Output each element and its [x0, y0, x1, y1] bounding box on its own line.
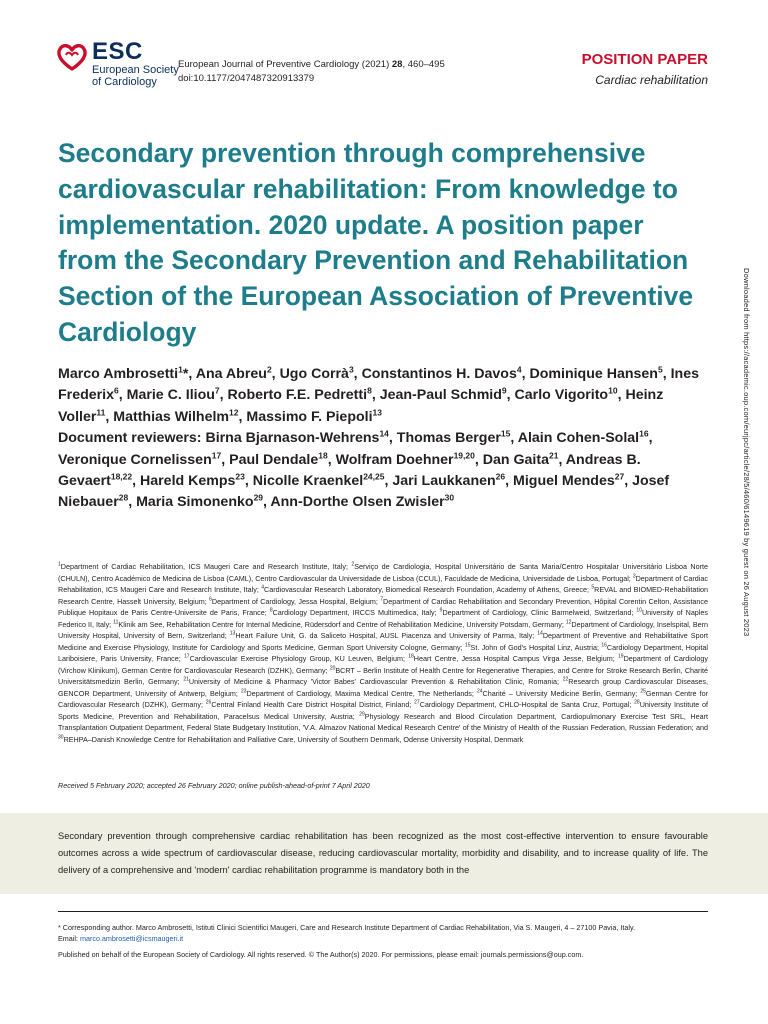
- affiliation-text: Department of Cardiology, Jessa Hospital, Belgium;: [211, 596, 381, 606]
- author-affiliation-number: 5: [657, 364, 663, 375]
- affiliation-number: 11: [113, 619, 119, 626]
- esc-heart-logo-icon: [56, 41, 88, 73]
- reviewer-separator: ,: [624, 473, 633, 490]
- reviewer: [140, 473, 253, 489]
- author-separator: ,: [506, 387, 515, 404]
- reviewer-separator: ,: [510, 430, 518, 447]
- affiliation-text: Klinik am See, Rehabilitation Centre for Internal Medicine, Rüdersdorf and Centre of Rehabilitation Medicine, University Potsdam, Germany;: [118, 619, 566, 629]
- reviewer-affiliation-number: 15: [500, 428, 511, 439]
- affiliation-number: 30: [58, 734, 64, 741]
- affiliation-text: Department of Cardiology, Inselspital, Bern University Hospital, University of Bern, Switzerland;: [58, 619, 708, 640]
- reviewer-name: Miguel Mendes: [513, 473, 615, 490]
- affiliation-number: 5: [591, 584, 595, 591]
- affiliation: [230, 631, 537, 640]
- affiliation-number: 24: [476, 688, 483, 695]
- author-separator: ,: [617, 387, 626, 404]
- author-name: Ines Frederix: [58, 366, 699, 404]
- journal-citation: [178, 58, 445, 86]
- affiliation: [209, 597, 380, 606]
- affiliation-text: REHPA–Danish Knowledge Centre for Rehabilitation and Palliative Care, University of Southern Denmark, Odense University Hospital, Denmark: [63, 734, 524, 744]
- section-subtitle: Cardiac rehabilitation: [595, 73, 708, 87]
- affiliation-number: 15: [464, 642, 471, 649]
- reviewer-name: Maria Simonenko: [136, 494, 254, 511]
- affiliation: [206, 700, 414, 709]
- author-name: Carlo Vigorito: [514, 387, 609, 404]
- reviewer-separator: ,: [327, 451, 336, 468]
- affiliation: [58, 735, 523, 744]
- logo-line-1: European Society: [92, 64, 179, 76]
- affiliation-number: 8: [269, 607, 273, 614]
- affiliation-text: University of Medicine & Pharmacy 'Victor Babes' Cardiovascular Prevention & Rehabilitation Clinic, Romania;: [188, 677, 563, 686]
- affiliation-text: Charité – University Medicine Berlin, Germany;: [482, 688, 641, 698]
- affiliation-text: St. John of God's Hospital Linz, Austria;: [470, 642, 602, 652]
- logo-line-2: of Cardiology: [92, 76, 157, 88]
- article-title: Secondary prevention through comprehensive cardiovascular rehabilitation: From knowledge to implementation. 2020 update. A position paper from the Secondary Prevention and Rehabilitation Section of the European Association of Preventive Cardiology: [58, 138, 694, 347]
- reviewer-name: Nicolle Kraenkel: [252, 473, 364, 490]
- affiliation-text: BCRT – Berlin Institute of Health Centre for Regenerative Therapies, and Centre for Stroke Research Berlin, Charité Universitätsmedizin Berlin, Germany;: [58, 665, 708, 686]
- reviewer-name: Alain Cohen-Solal: [517, 430, 640, 447]
- author-affiliation-number: 9: [501, 385, 507, 396]
- reviewer-separator: ,: [474, 451, 483, 468]
- reviewer-affiliation-number: 14: [379, 428, 389, 439]
- download-watermark: Downloaded from https://academic.oup.com/eurjpc/article/28/5/460/6149619 by guest on 26 August 2023: [742, 268, 751, 637]
- author-name: Roberto F.E. Pedretti: [227, 387, 368, 404]
- reviewer-affiliation-number: 21: [548, 449, 559, 460]
- reviewer-separator: ,: [132, 473, 141, 490]
- reviewer-affiliation-number: 18: [318, 449, 328, 460]
- reviewer-name: Josef Niebauer: [58, 473, 670, 511]
- affiliation-number: 6: [209, 596, 212, 603]
- reviewer: [229, 449, 336, 468]
- affiliation-number: 27: [414, 699, 420, 706]
- author-name: Ugo Corrà: [279, 366, 349, 382]
- affiliation-number: 20: [329, 665, 336, 672]
- author-affiliation-number: 12: [229, 407, 239, 418]
- reviewer-name: Paul Dendale: [229, 451, 319, 468]
- email-link[interactable]: marco.ambrosetti@icsmaugeri.it: [79, 934, 184, 943]
- affiliation-number: 26: [205, 699, 212, 706]
- affiliation-text: Cardiology Department, Hopital Lariboisiere, Paris University, France;: [58, 642, 708, 663]
- author-name: Heinz Voller: [58, 387, 664, 425]
- reviewer: [58, 449, 230, 468]
- citation-volume: 28: [391, 59, 403, 70]
- reviewers-label: Document reviewers:: [58, 430, 206, 447]
- affiliation-text: Cardiovascular Research Laboratory, Biomedical Research Foundation, Academy of Athens, Greece;: [264, 585, 592, 594]
- author-separator: ,: [238, 408, 247, 425]
- author-list: [58, 364, 708, 514]
- reviewer-name: Thomas Berger: [396, 430, 501, 447]
- author-name: Marco Ambrosetti: [58, 366, 179, 382]
- affiliation-number: 22: [562, 676, 569, 683]
- reviewer-name: Dan Gaita: [482, 451, 549, 468]
- reviewer: [270, 494, 454, 510]
- reviewer-separator: ,: [128, 494, 137, 511]
- reviewer-separator: ,: [244, 473, 253, 490]
- affiliation-text: Department of Cardiology, Clinic Barmelweid, Switzerland;: [442, 608, 637, 617]
- affiliation: [113, 620, 566, 629]
- affiliations: [58, 561, 708, 745]
- reviewer-name: Wolfram Doehner: [335, 451, 454, 468]
- author-name: Massimo F. Piepoli: [246, 408, 373, 425]
- author-separator: ,: [371, 387, 380, 404]
- reviewer-affiliation-number: 29: [253, 492, 264, 503]
- affiliation-text: Department of Preventive and Rehabilitative Sport Medicine and Exercise Physiology, Institute for Cardiology and Sports Medicine, German Sport University Cologne, Germany;: [58, 631, 708, 652]
- reviewer: [482, 449, 566, 468]
- author: [246, 409, 382, 425]
- affiliation-number: 1: [58, 561, 61, 568]
- author: [228, 387, 380, 403]
- author: [58, 366, 196, 382]
- author-affiliation-number: 13: [372, 407, 383, 418]
- affiliation-text: Research group Cardiovascular Diseases, GENCOR Department, University of Antwerp, Belgium;: [58, 677, 708, 698]
- author-separator: ,: [105, 408, 114, 425]
- author: [127, 387, 228, 403]
- author-affiliation-number: 2: [266, 364, 272, 375]
- reviewer-affiliation-number: 27: [614, 471, 625, 482]
- email-label: Email:: [58, 934, 80, 943]
- affiliation-text: German Centre for Cardiovascular Research (DZHK), Germany;: [58, 688, 708, 709]
- reviewer-name: Birna Bjarnason-Wehrens: [205, 430, 380, 447]
- reviewer: [397, 430, 518, 446]
- reviewer-separator: ,: [558, 451, 566, 468]
- reviewer-name: Ann-Dorthe Olsen Zwisler: [270, 494, 445, 511]
- reviewer-separator: ,: [384, 473, 393, 490]
- reviewer: [205, 430, 396, 446]
- affiliation-text: Department of Cardiac Rehabilitation, ICS Maugeri Care and Research Institute, Italy;: [60, 562, 352, 571]
- author-separator: ,: [118, 387, 127, 404]
- author-affiliation-number: 7: [214, 385, 220, 396]
- affiliation-number: 25: [640, 688, 646, 695]
- reviewer-affiliation-number: 26: [495, 471, 506, 482]
- affiliation: [261, 585, 591, 594]
- position-paper-label: POSITION PAPER: [581, 51, 708, 68]
- reviewer-name: Jari Laukkanen: [392, 473, 496, 490]
- abstract-text: Secondary prevention through comprehensive cardiac rehabilitation has been recognized as the most cost-effective intervention to ensure favourable outcomes across a wide spectrum of cardiovascular disease, reducing cardiovascular mortality, morbidity and disability, and to increase quality of life. The delivery of a comprehensive and 'modern' cardiac rehabilitation programme is mandatory both in the: [58, 831, 708, 876]
- affiliation: [184, 654, 408, 663]
- reviewer-affiliation-number: 18,22: [110, 471, 133, 482]
- article-type: [582, 51, 708, 89]
- reviewer: [253, 473, 393, 489]
- reviewer: [513, 473, 632, 489]
- affiliation-text: Serviço de Cardiologia, Hospital Universitário de Santa Maria/Centro Hospitalar Universitário Lisboa Norte (CHULN), Centro Académico de Medicina de Lisboa (CAML), Centro Cardiovascular da Universidade de Lisboa (CCUL), Faculdade de Medicina, Universidade de Lisboa, Portugal;: [58, 562, 708, 583]
- reviewer-affiliation-number: 28: [118, 492, 129, 503]
- page-header: [56, 40, 708, 100]
- author: [362, 366, 530, 382]
- reviewer-affiliation-number: 24,25: [363, 471, 385, 482]
- author-affiliation-number: 11: [96, 407, 106, 418]
- author-affiliation-number: 1: [178, 364, 183, 375]
- author-separator: *,: [182, 366, 196, 382]
- affiliation: [465, 643, 601, 652]
- reviewer-separator: ,: [505, 473, 514, 490]
- reviewer: [518, 430, 653, 446]
- affiliation-number: 3: [632, 573, 636, 580]
- affiliation-text: REVAL and BIOMED-Rehabilitation Research Centre, Hasselt University, Belgium;: [58, 585, 708, 606]
- author-separator: ,: [353, 366, 362, 382]
- author-separator: ,: [271, 366, 280, 382]
- affiliation-text: University Institute of Sports Medicine, Prevention and Rehabilitation, Paracelsus Medical University, Austria;: [58, 700, 709, 721]
- author-affiliation-number: 8: [367, 385, 372, 396]
- affiliation: [440, 608, 637, 617]
- reviewer-affiliation-number: 16: [639, 428, 649, 439]
- doi-link[interactable]: doi:10.1177/2047487320913379: [178, 73, 315, 84]
- publisher-note: Published on behalf of the European Society of Cardiology. All rights reserved. © The Author(s) 2020. For permissions, please email: journals.permissions@oup.com.: [58, 950, 584, 959]
- author-separator: ,: [219, 387, 228, 404]
- citation-suffix: , 460–495: [402, 59, 445, 70]
- affiliation: [477, 689, 640, 698]
- affiliation: [408, 654, 618, 663]
- affiliation-number: 2: [351, 561, 355, 568]
- author-affiliation-number: 10: [608, 385, 618, 396]
- author: [529, 366, 670, 382]
- affiliation-text: Department of Cardiology, Maxima Medical Centre, The Netherlands;: [246, 688, 477, 698]
- reviewer: [136, 494, 270, 510]
- affiliation-text: Department of Cardiology (Virchow Klinikum), German Centre for Cardiovascular Research (DZHK), Germany;: [58, 654, 709, 675]
- author-name: Marie C. Iliou: [126, 387, 215, 404]
- author-name: Matthias Wilhelm: [113, 408, 230, 425]
- affiliation-number: 21: [183, 676, 189, 683]
- author-separator: ,: [521, 366, 530, 382]
- affiliation-number: 10: [636, 607, 642, 614]
- author: [196, 366, 280, 382]
- affiliation-number: 7: [380, 596, 384, 603]
- affiliation: [58, 562, 351, 571]
- footnote-divider: [58, 911, 708, 912]
- reviewer-name: Veronique Cornelissen: [58, 451, 212, 468]
- affiliation-number: 17: [184, 653, 190, 660]
- author-name: Dominique Hansen: [529, 366, 658, 382]
- reviewer-affiliation-number: 17: [211, 449, 222, 460]
- affiliation-text: University of Naples Federico II, Italy;: [58, 608, 708, 629]
- affiliation-number: 4: [261, 584, 265, 591]
- reviewer-affiliation-number: 19,20: [453, 449, 475, 460]
- affiliation-text: Central Finland Health Care District Hospital District, Finland;: [211, 700, 415, 709]
- affiliation-text: Cardiology Department, CHLO-Hospital de Santa Cruz, Portugal;: [419, 700, 635, 709]
- reviewer: [392, 473, 513, 489]
- affiliation: [241, 689, 477, 698]
- affiliation-text: Heart Centre, Jessa Hospital Campus Virga Jesse, Belgium;: [413, 654, 618, 663]
- author-name: Jean-Paul Schmid: [379, 387, 502, 404]
- author-affiliation-number: 3: [348, 364, 354, 375]
- corresponding-author: * Corresponding author. Marco Ambrosetti, Istituti Clinici Scientifici Maugeri, Care and Research Institute Department of Cardiac Rehabilitation, Via S. Maugeri, 4 – 27100 Pavia, Italy.: [58, 923, 636, 932]
- author-affiliation-number: 6: [114, 385, 119, 396]
- affiliation-number: 16: [601, 642, 607, 649]
- affiliation: [414, 700, 634, 709]
- affiliation-number: 9: [439, 607, 443, 614]
- affiliation-text: Department of Cardiac Rehabilitation and Secondary Prevention, Hôpital Corentin Celton, Assistance Publique Hopitaux de Paris Centre-Universite de Paris, France;: [58, 596, 708, 617]
- affiliation-number: 12: [565, 619, 572, 626]
- reviewer: [335, 449, 483, 468]
- author: [515, 387, 626, 403]
- affiliation-text: Department of Cardiac Rehabilitation, ICS Maugeri Care and Research Institute, Italy;: [58, 573, 708, 594]
- affiliation-number: 23: [240, 688, 247, 695]
- reviewer-affiliation-number: 23: [235, 471, 245, 482]
- author-separator: ,: [662, 366, 671, 382]
- affiliation: [183, 677, 562, 686]
- affiliation-text: Cardiology Department, IRCCS Multimedica, Italy;: [272, 608, 440, 617]
- affiliation-number: 29: [359, 711, 365, 718]
- esc-logo[interactable]: [56, 40, 179, 88]
- affiliation-number: 28: [634, 699, 640, 706]
- author: [113, 409, 246, 425]
- author: [280, 366, 362, 382]
- affiliation-number: 19: [618, 653, 624, 660]
- reviewer-separator: ,: [263, 494, 271, 511]
- reviewer-affiliation-number: 30: [444, 492, 455, 503]
- reviewer-name: Hareld Kemps: [140, 473, 236, 490]
- affiliation: [270, 608, 440, 617]
- reviewer-separator: ,: [648, 430, 653, 447]
- author-name: Ana Abreu: [195, 366, 267, 382]
- footnotes: [58, 922, 708, 960]
- received-dates: Received 5 February 2020; accepted 26 February 2020; online publish-ahead-of-print 7 April 2020: [58, 781, 370, 790]
- affiliation-text: Physiology Research and Blood Circulation Department, Cardiopulmonary Exercise Test SRL, Heart Transplantation Outpatient Department, Federal State Budgetary Institution, 'V.A. Almazov National Medical Research Centre' of the Ministry of Health of the Russian Federation, Russian Federation; and: [58, 711, 709, 732]
- affiliation-text: Cardiovascular Exercise Physiology Group, KU Leuven, Belgium;: [189, 654, 409, 663]
- reviewer-name: Andreas B. Gevaert: [58, 451, 641, 490]
- reviewer-separator: ,: [221, 451, 230, 468]
- affiliation-number: 13: [229, 630, 236, 637]
- abstract-box: [0, 813, 768, 894]
- author: [380, 387, 515, 403]
- author-affiliation-number: 4: [516, 364, 522, 375]
- author-name: Constantinos H. Davos: [361, 366, 517, 382]
- citation-prefix: European Journal of Preventive Cardiology (2021): [178, 59, 392, 70]
- affiliation-number: 18: [408, 653, 414, 660]
- affiliation-number: 14: [537, 630, 543, 637]
- reviewer-separator: ,: [388, 430, 397, 447]
- affiliation-text: Heart Failure Unit, G. da Saliceto Hospital, AUSL Piacenza and University of Parma, Italy;: [235, 631, 538, 640]
- logo-acronym: ESC: [92, 38, 143, 65]
